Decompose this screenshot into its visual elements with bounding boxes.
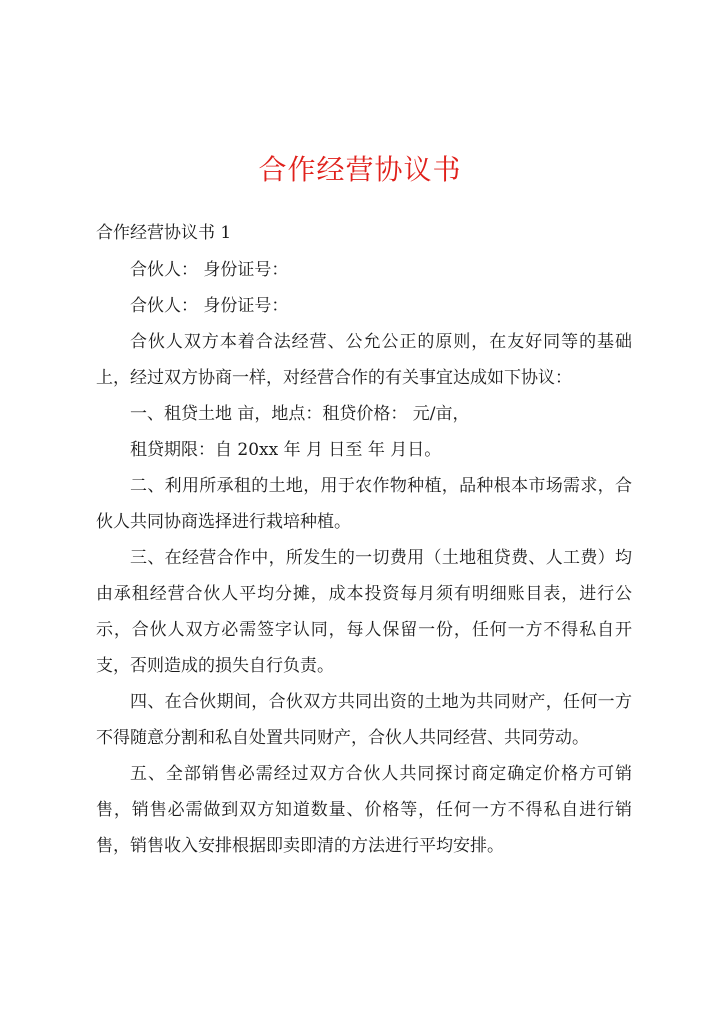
clause-4-paragraph: 四、在合伙期间，合伙双方共同出资的土地为共同财产，任何一方不得随意分割和私自处置共同财产，合伙人共同经营、共同劳动。: [96, 692, 632, 748]
partner-2-line: 合伙人： 身份证号：: [130, 296, 289, 316]
clause-2-paragraph: 二、利用所承租的土地，用于农作物种植，品种根本市场需求，合伙人共同协商选择进行栽培种植。: [96, 476, 632, 532]
document-body: [96, 252, 632, 864]
clause-1-paragraph: 一、租贷土地 亩，地点：租贷价格： 元/亩，: [130, 404, 470, 424]
preamble-paragraph: 合伙人双方本着合法经营、公允公正的原则，在友好同等的基础上，经过双方协商一样，对经营合作的有关事宜达成如下协议：: [96, 332, 632, 388]
partner-1-line: 合伙人： 身份证号：: [130, 260, 289, 280]
document-title: 合作经营协议书: [258, 153, 462, 186]
lease-term-paragraph: 租贷期限：自 20xx 年 月 日至 年 月日。: [130, 440, 442, 460]
document-subtitle: 合作经营协议书 1: [96, 223, 232, 243]
clause-3-paragraph: 三、在经营合作中，所发生的一切费用（土地租贷费、人工费）均由承租经营合伙人平均分摊，成本投资每月须有明细账目表，进行公示，合伙人双方必需签字认同，每人保留一份，任何一方不得私自开支，否则造成的损失自行负责。: [96, 548, 632, 676]
clause-5-paragraph: 五、全部销售必需经过双方合伙人共同探讨商定确定价格方可销售，销售必需做到双方知道数量、价格等，任何一方不得私自进行销售，销售收入安排根据即卖即清的方法进行平均安排。: [96, 764, 632, 856]
